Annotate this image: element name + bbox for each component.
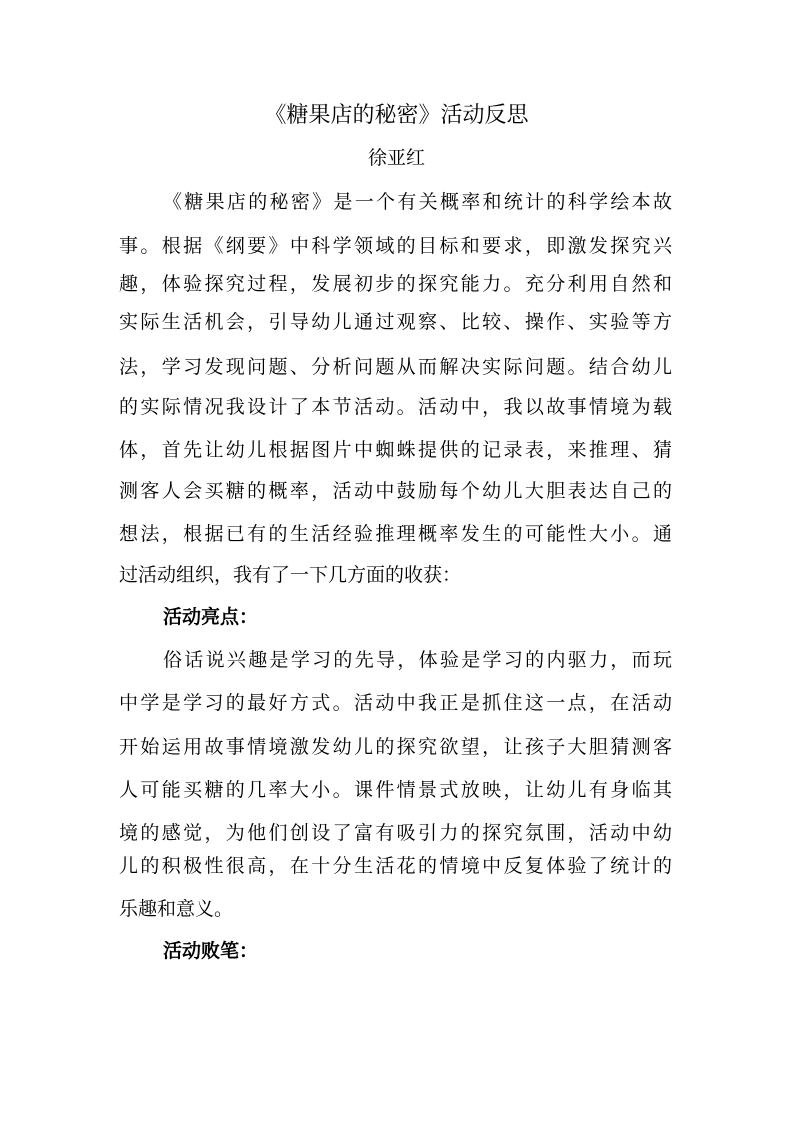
intro-line: 想法，根据已有的生活经验推理概率发生的可能性大小。通 [119,523,672,545]
intro-line: 《糖果店的秘密》是一个有关概率和统计的科学绘本故 [163,191,672,213]
intro-line: 趣，体验探究过程，发展初步的探究能力。充分利用自然和 [119,273,672,295]
highlights-line: 境的感觉，为他们创设了富有吸引力的探究氛围，活动中幼 [119,822,672,844]
intro-line: 的实际情况我设计了本节活动。活动中，我以故事情境为载 [119,396,672,418]
document-author: 徐亚红 [367,147,425,169]
section-heading-shortcomings: 活动败笔： [163,940,259,962]
highlights-line: 开始运用故事情境激发幼儿的探究欲望，让孩子大胆猜测客 [119,736,672,758]
highlights-line: 儿的积极性很高，在十分生活花的情境中反复体验了统计的 [119,855,672,877]
intro-line: 法，学习发现问题、分析问题从而解决实际问题。结合幼儿 [119,356,672,378]
intro-line: 测客人会买糖的概率，活动中鼓励每个幼儿大胆表达自己的 [119,480,672,502]
highlights-line: 俗话说兴趣是学习的先导，体验是学习的内驱力，而玩 [163,649,672,671]
section-heading-highlights: 活动亮点： [163,606,259,628]
intro-line: 事。根据《纲要》中科学领域的目标和要求，即激发探究兴 [119,235,672,257]
document-title: 《糖果店的秘密》活动反思 [264,103,529,128]
intro-line: 实际生活机会，引导幼儿通过观察、比较、操作、实验等方 [119,311,672,333]
highlights-line: 中学是学习的最好方式。活动中我正是抓住这一点，在活动 [119,692,672,714]
highlights-line: 人可能买糖的几率大小。课件情景式放映，让幼儿有身临其 [119,779,672,801]
intro-line: 过活动组织，我有了一下几方面的收获： [119,564,462,586]
highlights-line: 乐趣和意义。 [119,898,234,920]
intro-line: 体，首先让幼儿根据图片中蜘蛛提供的记录表，来推理、猜 [119,439,672,461]
